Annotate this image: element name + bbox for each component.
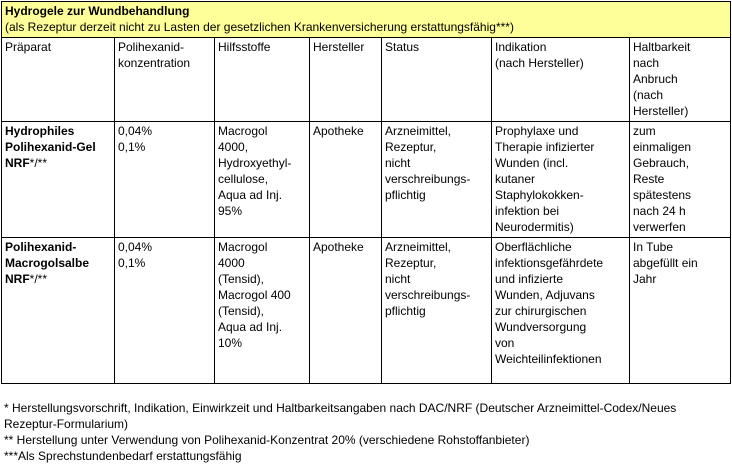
table-title-cell: [2, 2, 731, 38]
table-row: [2, 238, 731, 384]
cell-hilfsstoffe: Macrogol 4000, Hydroxyethyl- cellulose, Aqua ad Inj. 95%: [215, 122, 310, 238]
cell-hilfsstoffe: Macrogol 4000 (Tensid), Macrogol 400 (Tensid), Aqua ad Inj. 10%: [215, 238, 310, 384]
praeparat-footnote-marker: */**: [29, 272, 48, 286]
cell-hersteller: Apotheke: [310, 238, 382, 384]
footnotes: [4, 400, 730, 464]
table-title: Hydrogele zur Wundbehandlung: [5, 4, 190, 18]
header-status: Status: [382, 38, 492, 122]
header-hersteller: Hersteller: [310, 38, 382, 122]
table-subtitle: (als Rezeptur derzeit nicht zu Lasten der gesetzlichen Krankenversicherung erstattungsfähig***): [5, 20, 514, 34]
hydrogel-table: [1, 1, 731, 384]
praeparat-footnote-marker: */**: [29, 156, 48, 170]
cell-status: Arzneimittel, Rezeptur, nicht verschreibungs- pflichtig: [382, 238, 492, 384]
footnote-2: ** Herstellung unter Verwendung von Polihexanid-Konzentrat 20% (verschiedene Rohstoffanbieter): [4, 433, 530, 447]
table-title-row: [2, 2, 731, 38]
cell-haltbarkeit: In Tube abgefüllt ein Jahr: [630, 238, 731, 384]
cell-hersteller: Apotheke: [310, 122, 382, 238]
praeparat-name: Polihexanid- Macrogolsalbe NRF: [5, 240, 90, 286]
footnote-3: ***Als Sprechstundenbedarf erstattungsfähig: [4, 449, 242, 463]
cell-status: Arzneimittel, Rezeptur, nicht verschreibungs- pflichtig: [382, 122, 492, 238]
cell-konzentration: 0,04% 0,1%: [115, 238, 215, 384]
cell-konzentration: 0,04% 0,1%: [115, 122, 215, 238]
footnote-1: * Herstellungsvorschrift, Indikation, Einwirkzeit und Haltbarkeitsangaben nach DAC/NRF (Deutscher Arzneimittel-Codex/Neues Rezeptur-Formularium): [4, 401, 677, 431]
header-haltbarkeit: Haltbarkeit nach Anbruch (nach Hersteller): [630, 38, 731, 122]
table-row: [2, 122, 731, 238]
cell-haltbarkeit: zum einmaligen Gebrauch, Reste spätestens nach 24 h verwerfen: [630, 122, 731, 238]
cell-indikation: Oberflächliche infektionsgefährdete und infizierte Wunden, Adjuvans zur chirurgischen Wundversorgung von Weichteilinfektionen: [492, 238, 630, 384]
cell-praeparat: [2, 238, 115, 384]
cell-indikation: Prophylaxe und Therapie infizierter Wunden (incl. kutaner Staphylokokken- infektion bei Neurodermitis): [492, 122, 630, 238]
cell-praeparat: [2, 122, 115, 238]
praeparat-name: Hydrophiles Polihexanid-Gel NRF: [5, 124, 96, 170]
header-konzentration: Polihexanid- konzentration: [115, 38, 215, 122]
header-indikation: Indikation (nach Hersteller): [492, 38, 630, 122]
header-hilfsstoffe: Hilfsstoffe: [215, 38, 310, 122]
header-praeparat: Präparat: [2, 38, 115, 122]
header-row: [2, 38, 731, 122]
